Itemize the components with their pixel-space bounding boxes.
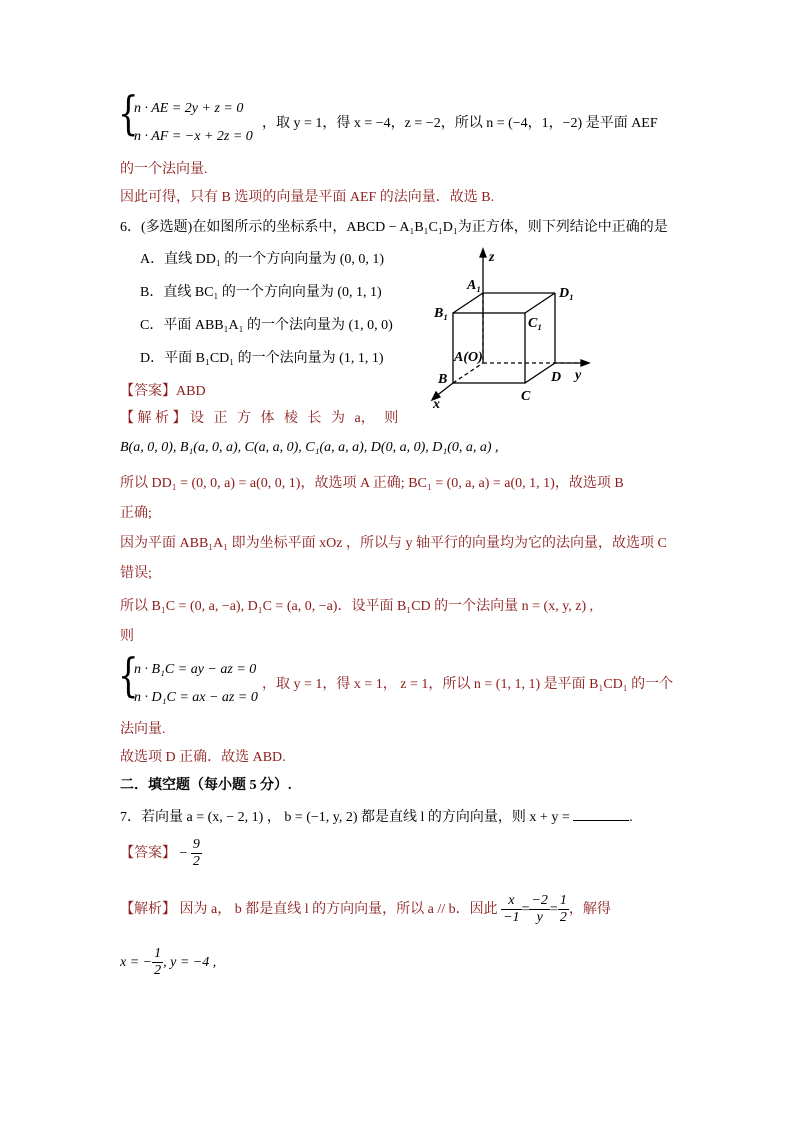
q6-coordinates: B(a, 0, 0), B₁(a, 0, a), C(a, a, 0), C₁(a, a, a), D(0, a, 0), D₁(0, a, a) ,: [120, 440, 499, 455]
fraction-1-numerator: x: [501, 893, 521, 910]
solution-numerator: 1: [154, 946, 162, 962]
answer-blank: [573, 806, 629, 821]
q5-conclusion: 因此可得，只有 B 选项的向量是平面 AEF 的法向量．故选 B.: [120, 190, 495, 205]
system-2-row-2: n · D₁C = ax − az = 0: [134, 690, 258, 705]
left-brace-2: {: [118, 648, 139, 702]
solution-fraction: [152, 946, 163, 979]
cube-figure: [425, 245, 600, 410]
label-ao: A(O): [454, 350, 483, 365]
system-1-tail: ，取 y = 1，得 x = −4，z = −2，所以 n = (−4，1，−2) 是平面 AEF: [262, 116, 658, 131]
label-d1: D₁: [559, 286, 574, 301]
q6-dd1-line: 所以 DD₁ = (0, 0, a) = a(0, 0, 1)，故选项 A 正确; BC₁ = (0, a, a) = a(0, 1, 1)，故选项 B: [120, 476, 624, 491]
fraction-1-denominator: −1: [503, 910, 520, 926]
q7-analysis-text: 因为 a， b 都是直线 l 的方向向量，所以 a // b．因此: [179, 902, 498, 917]
label-b: B: [438, 372, 448, 387]
y-arrow: [581, 360, 589, 366]
front-face: [453, 313, 525, 383]
q6-option-a: A．直线 DD₁ 的一个方向向量为 (0, 0, 1): [140, 252, 385, 267]
solution-denominator: 2: [154, 963, 162, 979]
q6-wrong-word: 错误;: [120, 566, 152, 581]
q7-stem: [120, 806, 633, 828]
answer-label: 【答案】: [120, 384, 176, 399]
edge-c1-d1: [525, 293, 555, 313]
q7-analysis: 【解析】 因为 a， b 都是直线 l 的方向向量，所以 a // b．因此 $\frac{x}{-1}$ = $\frac{-2}{y}$ = $\frac{1}{2}$ ，解得: [120, 893, 611, 926]
fraction-2-numerator: −2: [531, 893, 548, 909]
q7-analysis-label: 【解析】: [120, 902, 176, 917]
q7-answer-label: 【答案】: [120, 846, 176, 861]
q6-then-word: 则: [120, 629, 134, 644]
solve-word: ，解得: [568, 902, 611, 917]
fraction-2-denominator: y: [536, 910, 543, 926]
analysis-label: 【 解 析 】: [120, 411, 187, 426]
label-c: C: [521, 389, 531, 404]
normal-vector-line: 的一个法向量.: [120, 162, 208, 177]
q6-option-b: B．直线 BC₁ 的一个方向向量为 (0, 1, 1): [140, 285, 382, 300]
fraction-1: [501, 893, 521, 926]
solution-x-prefix: x = −: [120, 955, 153, 970]
left-brace: {: [118, 86, 139, 140]
q6-option-c: C．平面 ABB₁A₁ 的一个法向量为 (1, 0, 0): [140, 318, 393, 333]
label-y: y: [575, 368, 582, 383]
q6-final: 故选项 D 正确．故选 ABD.: [120, 750, 286, 765]
q6-plane-line: 因为平面 ABB₁A₁ 即为坐标平面 xOz ，所以与 y 轴平行的向量均为它的法向量，故选项 C: [120, 536, 667, 551]
q7-stem-end: .: [629, 810, 633, 825]
q6-vector-line: 所以 B₁C = (0, a, −a), D₁C = (a, 0, −a)．设平面 B₁CD 的一个法向量 n = (x, y, z) ,: [120, 599, 594, 614]
q7-answer-fraction: [191, 837, 202, 870]
q6-correct-word: 正确;: [120, 506, 152, 521]
solution-y: , y = −4 ,: [163, 955, 217, 970]
analysis-intro: 设 正 方 体 棱 长 为 a， 则: [190, 411, 399, 426]
q7-answer: [120, 836, 202, 872]
q6-analysis-intro: [120, 409, 398, 429]
fraction-numerator: 9: [192, 837, 200, 853]
fraction-3-denominator: 2: [559, 910, 567, 926]
label-d: D: [551, 370, 562, 385]
answer-value: ABD: [176, 384, 206, 399]
system-2-row-1: n · B₁C = ay − az = 0: [134, 662, 257, 677]
system-1-row-2: n · AF = −x + 2z = 0: [134, 129, 253, 144]
fraction-3: [558, 893, 569, 926]
z-arrow: [480, 249, 486, 257]
fraction-denominator: 2: [192, 854, 200, 870]
section-2-heading: 二．填空题（每小题 5 分）.: [120, 778, 292, 793]
q6-option-d: D．平面 B₁CD₁ 的一个法向量为 (1, 1, 1): [140, 351, 384, 366]
q7-solution-values: [120, 945, 216, 981]
q6-stem: 6．(多选题)在如图所示的坐标系中，ABCD − A₁B₁C₁D₁为正方体，则下列结论中正确的是: [120, 220, 668, 235]
label-z: z: [489, 250, 495, 265]
system-2-tail: ，取 y = 1，得 x = 1， z = 1，所以 n = (1, 1, 1) 是平面 B₁CD₁ 的一个: [262, 677, 674, 692]
label-c1: C₁: [528, 316, 543, 331]
fraction-2: [529, 893, 549, 926]
edge-b1-a1: [453, 293, 483, 313]
fraction-3-numerator: 1: [559, 893, 567, 909]
system-1-row-1: n · AE = 2y + z = 0: [134, 101, 244, 116]
q6-normal-word: 法向量.: [120, 722, 166, 737]
label-a1: A₁: [467, 278, 482, 293]
label-b1: B₁: [434, 306, 449, 321]
q6-answer: [120, 382, 206, 402]
q7-stem-text: 7．若向量 a = (x, − 2, 1) ， b = (−1, y, 2) 都是直线 l 的方向向量，则 x + y =: [120, 810, 570, 825]
q7-answer-sign: −: [179, 846, 188, 861]
edge-b-a: [453, 363, 483, 383]
label-x: x: [433, 397, 440, 410]
